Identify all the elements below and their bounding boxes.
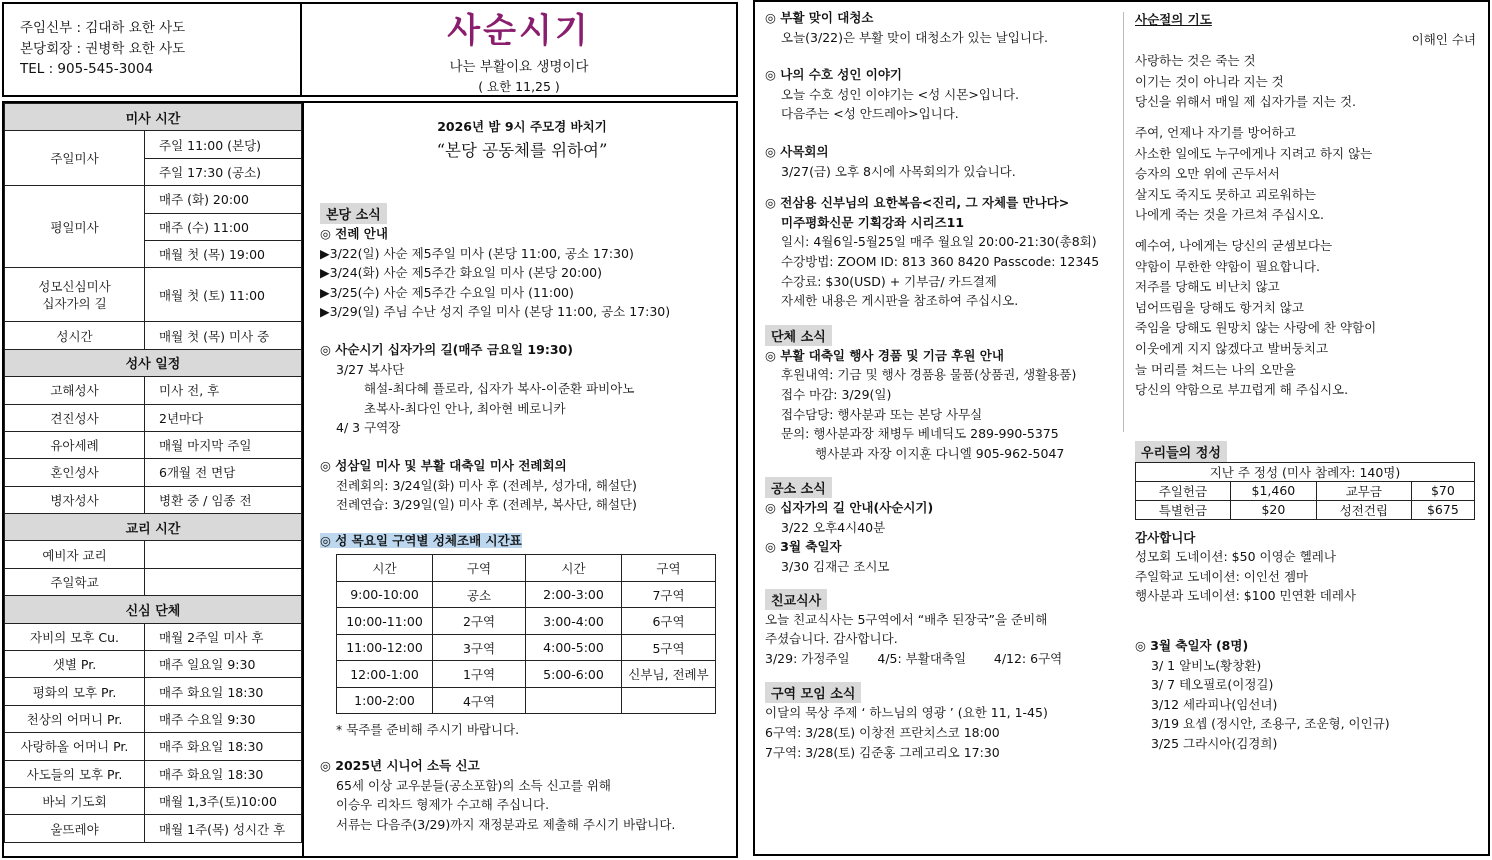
phone-line: TEL : 905-545-3004: [20, 61, 154, 77]
prayer-line: 이웃에게 지지 않겠다고 발버둥치고: [1135, 340, 1329, 356]
offering-cell: 특별헌금: [1136, 500, 1231, 519]
holy-hour-time: 매월 첫 (목) 미사 중: [145, 322, 302, 349]
group-news-tag: 단체 소식: [765, 325, 832, 346]
adoration-cell: 1:00-2:00: [337, 687, 433, 714]
district-line: 이달의 묵상 주제 ‘ 하느님의 영광 ’ (요한 11, 1-45): [765, 705, 1048, 721]
stations-title: ◎ 사순시기 십자가의 길(매주 금요일 19:30): [320, 341, 573, 357]
group-label: 바뇌 기도회: [5, 787, 145, 814]
adoration-note: * 묵주를 준비해 주시기 바랍니다.: [336, 722, 520, 738]
group-value: 매주 화요일 18:30: [145, 678, 302, 705]
main-left-box: [2, 101, 738, 858]
sacrament-value: 매월 마지막 주일: [145, 431, 302, 458]
schedule-table: [4, 103, 302, 843]
group-label: 사도들의 모후 Pr.: [5, 760, 145, 787]
doctrine-value: [145, 541, 302, 568]
feast-day-line: 3/12 세라피나(임선녀): [1151, 696, 1278, 712]
adoration-cell: 3구역: [433, 634, 526, 661]
doctrine-label: 예비자 교리: [5, 541, 145, 568]
triduum-meeting-line: 전례회의: 3/24일(화) 미사 후 (전례부, 성가대, 해설단): [336, 477, 637, 493]
mission-stations-title: ◎ 십자가의 길 안내(사순시기): [765, 500, 934, 516]
lecture-line: 자세한 내용은 게시판을 참조하여 주십시오.: [781, 293, 1019, 309]
feast-day-title: ◎ 3월 축일자 (8명): [1135, 638, 1249, 654]
adoration-cell: 6구역: [622, 608, 716, 635]
thanks-line: 성모회 도네이션: $50 이영순 헬레나: [1135, 549, 1336, 565]
lecture-subtitle: 미주평화신문 기획강좌 시리즈11: [781, 214, 965, 230]
adoration-title: [306, 531, 738, 551]
feast-day-line: 3/ 7 테오필로(이정길): [1151, 677, 1274, 693]
easter-event-line: 후원내역: 기금 및 행사 경품용 물품(상품권, 생활용품): [781, 367, 1077, 383]
parish-info: [4, 4, 302, 95]
adoration-cell: 4구역: [433, 687, 526, 714]
adoration-cell: 10:00-11:00: [337, 608, 433, 635]
prayer-line: 당신의 약함으로 부끄럽게 해 주십시오.: [1135, 382, 1349, 398]
prayer-line: 사랑하는 것은 죽는 것: [1135, 53, 1256, 69]
weekday-mass-time: 매월 첫 (목) 19:00: [145, 240, 302, 267]
prayer-campaign-date: 2026년 밤 9시 주모경 바치기: [437, 119, 607, 134]
thanks-title: 감사합니다: [1135, 529, 1196, 545]
adoration-cell: 신부님, 전례부: [622, 661, 716, 688]
easter-event-line: 접수담당: 행사분과 또는 본당 사무실: [781, 406, 983, 422]
marian-mass-time: 매월 첫 (토) 11:00: [145, 268, 302, 322]
offering-cell: $1,460: [1230, 481, 1316, 500]
tax-line: 서류는 다음주(3/29)까지 재정분과로 제출해 주시기 바랍니다.: [336, 816, 676, 832]
group-value: 매월 1,3주(토)10:00: [145, 787, 302, 814]
sacrament-label: 유아세례: [5, 431, 145, 458]
prayer-title: 사순절의 기도: [1135, 12, 1212, 27]
mission-feast-line: 3/30 김재근 조시모: [781, 559, 890, 575]
adoration-cell: [526, 687, 622, 714]
easter-event-line: 문의: 행사분과장 채병두 베네딕도 289-990-5375: [781, 426, 1059, 442]
liturgy-title: ◎ 전례 안내: [320, 226, 388, 241]
president-line: 본당회장 : 권병학 요한 사도: [20, 40, 186, 57]
prayer-column: [1135, 8, 1480, 754]
doctrine-label: 주일학교: [5, 568, 145, 595]
prayer-line: 사소한 일에도 누구에게나 지려고 하지 않는: [1135, 145, 1373, 161]
adoration-cell: 2구역: [433, 608, 526, 635]
parish-news-column: [306, 103, 738, 856]
weekday-mass-label: 평일미사: [5, 186, 145, 268]
sacrament-label: 고해성사: [5, 377, 145, 404]
cleaning-title: ◎ 부활 맞이 대청소: [765, 10, 874, 25]
mission-stations-line: 3/22 오후4시40분: [781, 519, 886, 535]
adoration-header-cell: 구역: [433, 555, 526, 582]
groups-heading: 신심 단체: [5, 596, 302, 623]
stations-line: 4/ 3 구역장: [336, 420, 401, 436]
mission-feast-title: ◎ 3월 축일자: [765, 539, 842, 555]
tax-line: 이승우 리차드 형제가 수고해 주십니다.: [336, 797, 550, 813]
prayer-line: 나에게 죽는 것을 가르쳐 주십시오.: [1135, 207, 1324, 223]
triduum-meeting-title: ◎ 성삼일 미사 및 부활 대축일 미사 전례회의: [320, 457, 567, 473]
adoration-cell: [622, 687, 716, 714]
triduum-meeting-line: 전례연습: 3/29일(일) 미사 후 (전례부, 복사단, 해설단): [336, 497, 637, 513]
prayer-line: 주여, 언제나 자기를 방어하고: [1135, 124, 1296, 140]
offering-table: [1135, 462, 1475, 520]
holy-hour-label: 성시간: [5, 322, 145, 349]
district-line: 6구역: 3/28(토) 이창전 프란치스코 18:00: [765, 725, 1000, 741]
group-label: 샛별 Pr.: [5, 651, 145, 678]
bulletin-header: [2, 2, 738, 97]
sacrament-value: 6개월 전 면담: [145, 459, 302, 486]
prayer-line: 승자의 오만 위에 곤두서서: [1135, 166, 1280, 182]
adoration-cell: 4:00-5:00: [526, 634, 622, 661]
adoration-cell: 12:00-1:00: [337, 661, 433, 688]
lecture-title: ◎ 전삼용 신부님의 요한복음<진리, 그 자체를 만나다>: [765, 195, 1070, 211]
liturgy-item: ▶3/29(일) 주님 수난 성지 주일 미사 (본당 11:00, 공소 17:30): [320, 304, 671, 320]
sacraments-heading: 성사 일정: [5, 349, 302, 376]
adoration-cell: 공소: [433, 581, 526, 608]
liturgy-item: ▶3/25(수) 사순 제5주간 수요일 미사 (11:00): [320, 284, 574, 300]
sacrament-label: 혼인성사: [5, 459, 145, 486]
prayer-campaign-quote: “본당 공동체를 위하여”: [436, 141, 608, 160]
offering-tag: 우리들의 정성: [1135, 441, 1227, 462]
offering-cell: 성전건립: [1316, 500, 1411, 519]
fellowship-meal-line: 주셨습니다. 감사합니다.: [765, 631, 898, 647]
stations-line: 3/27 복사단: [336, 361, 405, 377]
doctrine-heading: 교리 시간: [5, 514, 302, 541]
doctrine-value: [145, 568, 302, 595]
tax-line: 65세 이상 교우분들(공소포함)의 소득 신고를 위해: [336, 777, 611, 793]
adoration-cell: 9:00-10:00: [337, 581, 433, 608]
lecture-line: 수강방법: ZOOM ID: 813 360 8420 Passcode: 12345: [781, 253, 1100, 269]
adoration-cell: 11:00-12:00: [337, 634, 433, 661]
group-value: 매주 일요일 9:30: [145, 651, 302, 678]
parish-news-tag: 본당 소식: [320, 203, 387, 224]
prayer-line: 넘어뜨림을 당해도 항거치 않고: [1135, 299, 1304, 315]
prayer-line: 저주를 당해도 비난치 않고: [1135, 279, 1280, 295]
mass-times-heading: 미사 시간: [5, 104, 302, 131]
column-divider: [1123, 12, 1124, 432]
group-label: 울뜨레야: [5, 815, 145, 842]
adoration-cell: 1구역: [433, 661, 526, 688]
group-value: 매월 1주(목) 성시간 후: [145, 815, 302, 842]
fellowship-meal-tag: 친교식사: [765, 589, 827, 610]
announcements-column: [765, 8, 1120, 762]
sunday-mass-time: 주일 17:30 (공소): [145, 158, 302, 185]
prayer-line: 약함이 무한한 약함이 필요합니다.: [1135, 258, 1320, 274]
offering-cell: 교무금: [1316, 481, 1411, 500]
offering-cell: $20: [1230, 500, 1316, 519]
cleaning-line: 오늘(3/22)은 부활 맞이 대청소가 있는 날입니다.: [781, 29, 1048, 45]
right-page: [753, 0, 1490, 856]
adoration-header-cell: 시간: [526, 555, 622, 582]
adoration-table: [336, 554, 716, 714]
sacrament-value: 2년마다: [145, 404, 302, 431]
group-value: 매주 화요일 18:30: [145, 760, 302, 787]
left-page: [0, 0, 740, 860]
sacrament-label: 병자성사: [5, 486, 145, 513]
sacrament-value: 미사 전, 후: [145, 377, 302, 404]
schedule-column: [4, 103, 304, 856]
marian-mass-label: 성모신심미사 십자가의 길: [5, 268, 145, 322]
easter-event-line: 행사분과 자장 이지훈 다니엘 905-962-5047: [815, 445, 1065, 461]
adoration-cell: 5구역: [622, 634, 716, 661]
feast-day-line: 3/ 1 알비노(황창환): [1151, 657, 1262, 673]
prayer-line: 예수여, 나에게는 당신의 굳셈보다는: [1135, 237, 1333, 253]
district-line: 7구역: 3/28(토) 김준홍 그레고리오 17:30: [765, 744, 1000, 760]
pastoral-meeting-line: 3/27(금) 오후 8시에 사목회의가 있습니다.: [781, 163, 1016, 179]
pastor-line: 주임신부 : 김대하 요한 사도: [20, 20, 186, 36]
thanks-line: 주일학교 도네이션: 이인선 젬마: [1135, 568, 1309, 584]
group-value: 매주 화요일 18:30: [145, 733, 302, 760]
fellowship-meal-line: 오늘 친교식사는 5구역에서 “배추 된장국”을 준비해: [765, 611, 1048, 627]
lecture-line: 수강료: $30(USD) + 기부금/ 카드결제: [781, 273, 997, 289]
district-news-tag: 구역 모임 소식: [765, 682, 861, 703]
patron-saint-line: 오늘 수호 성인 이야기는 <성 시몬>입니다.: [781, 86, 1019, 102]
title-area: [302, 4, 736, 95]
group-label: 자비의 모후 Cu.: [5, 623, 145, 650]
adoration-cell: 3:00-4:00: [526, 608, 622, 635]
offering-cell: 주일헌금: [1136, 481, 1231, 500]
lecture-line: 일시: 4월6일-5월25일 매주 월요일 20:00-21:30(총8회): [781, 234, 1097, 250]
stations-line: 해설-최다혜 플로라, 십자가 복사-이준환 파비아노: [364, 381, 635, 397]
easter-event-title: ◎ 부활 대축일 행사 경품 및 기금 후원 안내: [765, 347, 1004, 363]
prayer-line: 늘 머리를 쳐드는 나의 오만을: [1135, 361, 1296, 377]
weekday-mass-time: 매주 (화) 20:00: [145, 186, 302, 213]
offering-cell: $70: [1411, 481, 1474, 500]
liturgy-item: ▶3/22(일) 사순 제5주일 미사 (본당 11:00, 공소 17:30): [320, 245, 634, 261]
adoration-header-cell: 시간: [337, 555, 433, 582]
season-subtitle: 나는 부활이요 생명이다: [449, 59, 589, 75]
group-label: 평화의 모후 Pr.: [5, 678, 145, 705]
sunday-mass-label: 주일미사: [5, 131, 145, 186]
feast-day-line: 3/25 그라시아(김경희): [1151, 736, 1278, 752]
group-value: 매월 2주일 미사 후: [145, 623, 302, 650]
adoration-cell: 7구역: [622, 581, 716, 608]
group-value: 매주 수요일 9:30: [145, 705, 302, 732]
tax-title: ◎ 2025년 시니어 소득 신고: [320, 757, 480, 773]
season-title: 사순시기: [447, 11, 591, 51]
prayer-line: 살지도 죽지도 못하고 괴로워하는: [1135, 186, 1316, 202]
scripture-reference: ( 요한 11,25 ): [478, 79, 560, 94]
patron-saint-line: 다음주는 <성 안드레아>입니다.: [781, 106, 959, 122]
adoration-title-text: ◎ 성 목요일 구역별 성체조배 시간표: [320, 532, 522, 548]
fellowship-meal-line: 3/29: 가정주일 4/5: 부활대축일 4/12: 6구역: [765, 650, 1063, 666]
adoration-cell: 5:00-6:00: [526, 661, 622, 688]
adoration-cell: 2:00-3:00: [526, 581, 622, 608]
liturgy-item: ▶3/24(화) 사순 제5주간 화요일 미사 (본당 20:00): [320, 265, 602, 281]
thanks-line: 행사분과 도네이션: $100 민연환 데레사: [1135, 588, 1356, 604]
mission-news-tag: 공소 소식: [765, 477, 832, 498]
sacrament-label: 견진성사: [5, 404, 145, 431]
prayer-author: 이해인 수녀: [1411, 31, 1476, 47]
easter-event-line: 접수 마감: 3/29(일): [781, 386, 892, 402]
weekday-mass-time: 매주 (수) 11:00: [145, 213, 302, 240]
sacrament-value: 병환 중 / 임종 전: [145, 486, 302, 513]
feast-day-line: 3/19 요셉 (정시안, 조용구, 조운형, 이인규): [1151, 716, 1390, 732]
prayer-line: 이기는 것이 아니라 지는 것: [1135, 73, 1284, 89]
stations-line: 초복사-최다인 안나, 최아현 베로니카: [364, 400, 566, 416]
group-label: 사랑하올 어머니 Pr.: [5, 733, 145, 760]
sunday-mass-time: 주일 11:00 (본당): [145, 131, 302, 158]
adoration-header-cell: 구역: [622, 555, 716, 582]
offering-summary: 지난 주 정성 (미사 참례자: 140명): [1136, 462, 1475, 481]
patron-saint-title: ◎ 나의 수호 성인 이야기: [765, 67, 902, 83]
prayer-line: 당신을 위해서 매일 제 십자가를 지는 것.: [1135, 94, 1357, 110]
offering-cell: $675: [1411, 500, 1474, 519]
group-label: 천상의 어머니 Pr.: [5, 705, 145, 732]
pastoral-meeting-title: ◎ 사목회의: [765, 143, 829, 159]
prayer-line: 죽임을 당해도 원망치 않는 사랑에 찬 약함이: [1135, 320, 1377, 336]
